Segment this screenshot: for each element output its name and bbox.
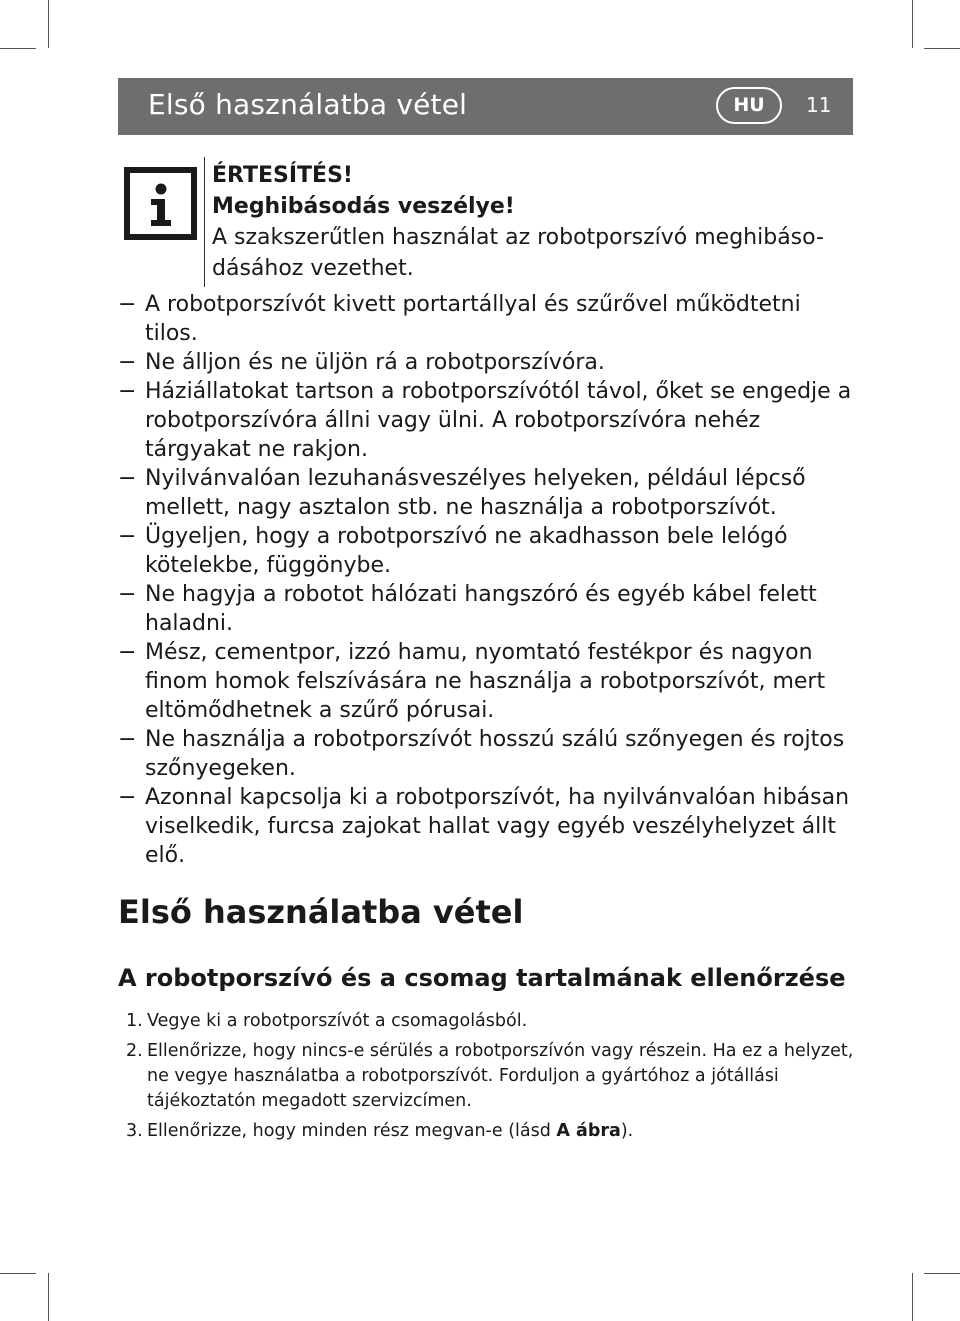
crop-mark xyxy=(924,48,960,49)
dash-bullet: − xyxy=(118,582,137,607)
steps-list xyxy=(118,1009,858,1149)
step-text: Ellenőrizze, hogy minden rész megvan-e (lásd xyxy=(147,1121,557,1141)
dash-bullet: − xyxy=(118,466,137,491)
step-text: ). xyxy=(620,1121,634,1141)
list-item: − Azonnal kapcsolja ki a robotporszívót, ha nyilvánvalóan hibásan viselkedik, furcsa zajokat hallat vagy egyéb veszélyhelyzet állt elő. xyxy=(118,785,850,868)
warning-list xyxy=(118,290,853,870)
crop-mark xyxy=(0,1273,36,1274)
step-item xyxy=(118,1009,858,1034)
crop-mark xyxy=(912,1273,913,1321)
list-item: − A robotporszívót kivett portartállyal és szűrővel működtetni tilos. xyxy=(118,292,801,346)
notice-subheading: Meghibásodás veszélye! xyxy=(212,194,515,219)
list-item: − Mész, cementpor, izzó hamu, nyomtató festékpor és nagyon finom homok felszívására ne használja a robotporszívót, mert eltömődhetnek a szűrő pórusai. xyxy=(118,640,826,723)
notice-heading: ÉRTESÍTÉS! xyxy=(212,163,353,188)
info-icon xyxy=(124,167,197,240)
list-item: − Ne használja a robotporszívót hosszú szálú szőnyegen és rojtos szőnyegeken. xyxy=(118,727,845,781)
step-text: Ellenőrizze, hogy nincs-e sérülés a robotporszívón vagy részein. Ha ez a helyzet, ne vegye használatba a robotporszívót. Forduljon a gyártóhoz a jótállási tájékoztatón megadott szervizcímen. xyxy=(147,1041,854,1111)
page-number: 11 xyxy=(806,93,832,117)
list-item: − Nyilvánvalóan lezuhanásveszélyes helyeken, például lépcső mellett, nagy asztalon stb. ne használja a robotporszívót. xyxy=(118,466,806,520)
section-title: Első használatba vétel xyxy=(118,893,524,931)
dash-bullet: − xyxy=(118,379,137,404)
figure-reference: A ábra xyxy=(556,1121,621,1141)
notice-text-line: A szakszerűtlen használat az robotporszívó meghibáso- xyxy=(212,225,824,250)
language-badge: HU xyxy=(716,87,782,124)
list-item: − Háziállatokat tartson a robotporszívótól távol, őket se engedje a robotporszívóra állni vagy ülni. A robotporszívóra nehéz tárgyakat ne rakjon. xyxy=(118,379,852,462)
dash-bullet: − xyxy=(118,727,137,752)
step-number: 1. xyxy=(126,1011,143,1031)
crop-mark xyxy=(48,0,49,48)
page-header xyxy=(118,78,853,135)
step-number: 2. xyxy=(126,1041,143,1061)
crop-mark xyxy=(0,48,36,49)
list-item: − Ne álljon és ne üljön rá a robotporszívóra. xyxy=(118,350,605,375)
notice-box xyxy=(212,160,832,284)
dash-bullet: − xyxy=(118,524,137,549)
crop-mark xyxy=(912,0,913,48)
crop-mark xyxy=(48,1273,49,1321)
list-item: − Ne hagyja a robotot hálózati hangszóró és egyéb kábel felett haladni. xyxy=(118,582,817,636)
notice-text-line: dásához vezethet. xyxy=(212,256,414,281)
dash-bullet: − xyxy=(118,785,137,810)
subsection-title: A robotporszívó és a csomag tartalmának ellenőrzése xyxy=(118,964,846,992)
header-title: Első használatba vétel xyxy=(148,88,468,121)
step-item xyxy=(118,1119,858,1144)
list-item: − Ügyeljen, hogy a robotporszívó ne akadhasson bele lelógó kötelekbe, függönybe. xyxy=(118,524,788,578)
step-number: 3. xyxy=(126,1121,143,1141)
notice-divider xyxy=(204,157,205,287)
dash-bullet: − xyxy=(118,292,137,317)
step-item xyxy=(118,1039,858,1114)
dash-bullet: − xyxy=(118,640,137,665)
dash-bullet: − xyxy=(118,350,137,375)
crop-mark xyxy=(924,1273,960,1274)
step-text: Vegye ki a robotporszívót a csomagolásból. xyxy=(147,1011,528,1031)
